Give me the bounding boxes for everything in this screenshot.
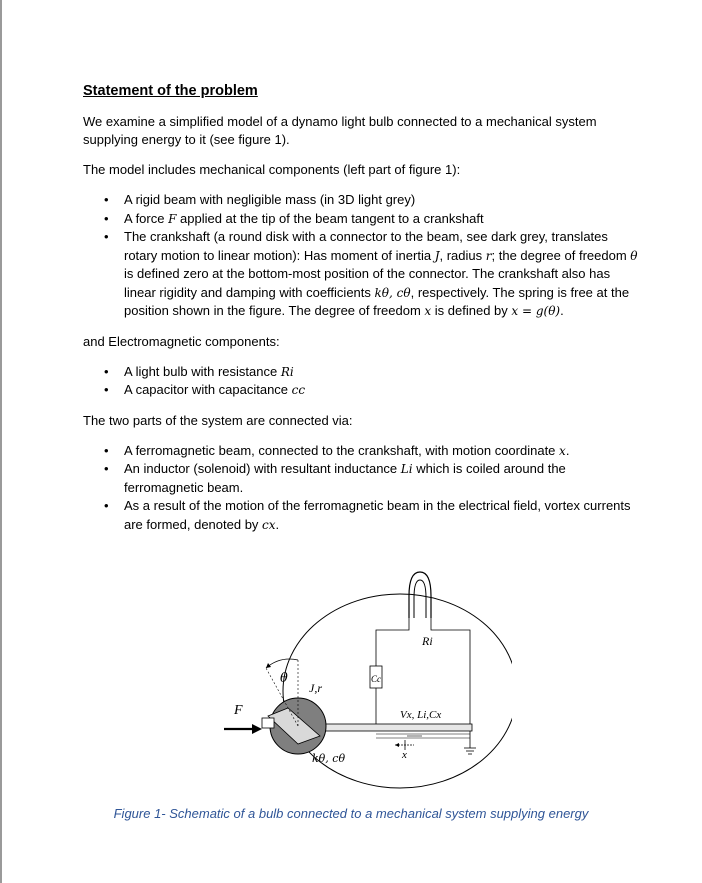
list-item: • A light bulb with resistance Ri <box>104 363 294 379</box>
em-list <box>83 363 643 400</box>
ferromagnetic-beam <box>312 724 472 731</box>
em-intro: and Electromagnetic components: <box>83 333 280 349</box>
list-item: • A ferromagnetic beam, connected to the crankshaft, with motion coordinate x. <box>104 442 570 458</box>
list-item: • As a result of the motion of the ferromagnetic beam in the electrical field, vortex currents are formed, denoted by cx. <box>104 498 631 532</box>
theta-arc-icon <box>266 659 298 668</box>
list-item: • The crankshaft (a round disk with a connector to the beam, see dark grey, translates rotary motion to linear motion): Has moment of inertia J, radius r; the degree of freedom θ is defined zero at the bottom-most position of the connector. The crankshaft also has linear rigidity and damping with coefficients kθ, cθ, respectively. The spring is free at the position shown in the figure. The degree of freedom x is defined by x = g(θ). <box>104 229 638 318</box>
label-Vx-Li-Cx: Vx, Li,Cx <box>400 709 442 721</box>
list-item: • A force F applied at the tip of the beam tangent to a crankshaft <box>104 210 484 226</box>
intro-paragraph: We examine a simplified model of a dynamo light bulb connected to a mechanical system supplying energy to it (see figure 1). <box>83 114 597 147</box>
mech-intro: The model includes mechanical components (left part of figure 1): <box>83 162 461 177</box>
label-Cc: Cc <box>371 674 381 684</box>
page-left-border <box>0 0 2 883</box>
label-x: x <box>402 749 407 761</box>
figure-caption: Figure 1- Schematic of a bulb connected to a mechanical system supplying energy <box>113 806 589 821</box>
conn-intro: The two parts of the system are connected via: <box>83 412 353 428</box>
list-item: • An inductor (solenoid) with resultant inductance Li which is coiled around the ferromagnetic beam. <box>104 461 566 495</box>
list-item: • A rigid beam with negligible mass (in 3D light grey) <box>104 192 416 207</box>
wire-left <box>376 618 409 666</box>
section-title: Statement of the problem <box>83 83 258 99</box>
document-page <box>83 82 643 546</box>
figure-schematic <box>212 568 512 793</box>
mech-list <box>83 191 643 321</box>
label-Ri: Ri <box>422 634 433 648</box>
label-k-c: kθ, cθ <box>312 752 346 765</box>
label-F: F <box>234 703 243 718</box>
schematic-svg <box>212 568 512 793</box>
label-Jr: J,r <box>309 681 322 695</box>
conn-list <box>83 442 643 535</box>
bulb-inner-icon <box>414 580 426 618</box>
label-theta: θ <box>280 671 288 686</box>
list-item: • A capacitor with capacitance cc <box>104 382 306 397</box>
